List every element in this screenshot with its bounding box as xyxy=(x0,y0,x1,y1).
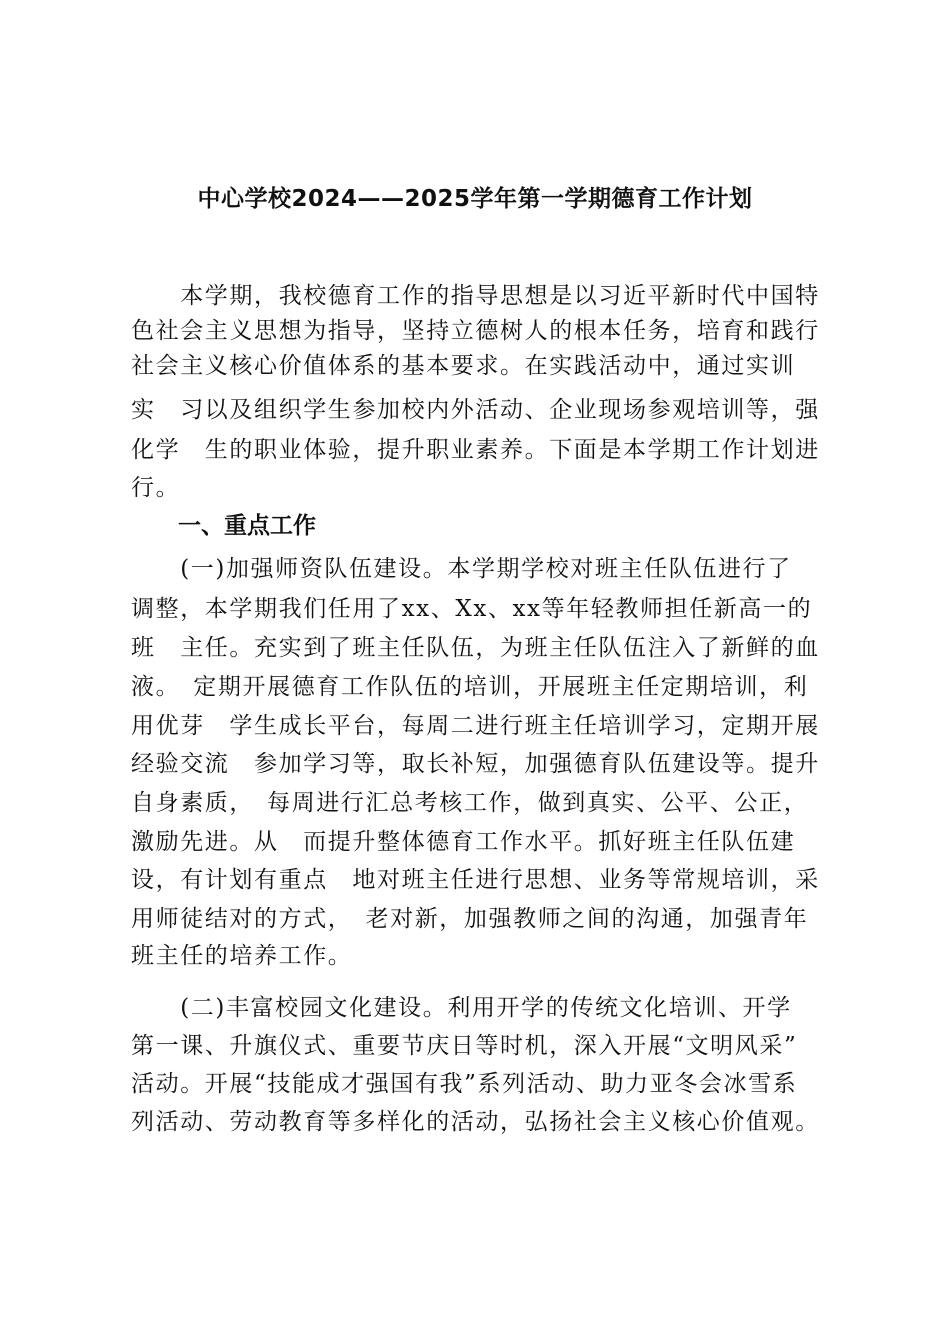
intro-line: 本学期，我校德育工作的指导思想是以习近平新时代中国特 xyxy=(131,283,820,309)
paragraph-line: 设，有计划有重点 地对班主任进行思想、业务等常规培训，采 xyxy=(131,867,820,893)
paragraph-line: 用优芽 学生成长平台，每周二进行班主任培训学习，定期开展 xyxy=(131,713,820,739)
paragraph-line: 调整，本学期我们任用了xx、Xx、xx等年轻教师担任新高一的 xyxy=(131,596,813,622)
paragraph-line: (二)丰富校园文化建设。利用开学的传统文化培训、开学 xyxy=(131,995,792,1021)
paragraph-line: 用师徒结对的方式， 老对新，加强教师之间的沟通，加强青年 xyxy=(131,906,809,932)
paragraph-line: 自身素质， 每周进行汇总考核工作，做到真实、公平、公正， xyxy=(131,790,809,816)
paragraph-line: 第一课、升旗仪式、重要节庆日等时机，深入开展“文明风采” xyxy=(131,1033,798,1059)
paragraph-line: 班 主任。充实到了班主任队伍，为班主任队伍注入了新鲜的血 xyxy=(131,635,820,661)
paragraph-line: 激励先进。从 而提升整体德育工作水平。抓好班主任队伍建 xyxy=(131,829,796,855)
intro-line: 实 习以及组织学生参加校内外活动、企业现场参观培训等，强 xyxy=(131,397,820,423)
paragraph-line: (一)加强师资队伍建设。本学期学校对班主任队伍进行了 xyxy=(131,556,792,582)
section-heading: 一、重点工作 xyxy=(178,513,316,539)
paragraph-line: 液。 定期开展德育工作队伍的培训，开展班主任定期培训，利 xyxy=(131,674,809,700)
intro-line: 色社会主义思想为指导，坚持立德树人的根本任务，培育和践行 xyxy=(131,318,820,344)
paragraph-line: 列活动、劳动教育等多样化的活动，弘扬社会主义核心价值观。 xyxy=(131,1109,820,1135)
paragraph-line: 经验交流 参加学习等，取长补短，加强德育队伍建设等。提升 xyxy=(131,751,820,777)
intro-line: 化学 生的职业体验，提升职业素养。下面是本学期工作计划进 xyxy=(131,437,820,463)
paragraph-line: 活动。开展“技能成才强国有我”系列活动、助力亚冬会冰雪系 xyxy=(131,1071,798,1097)
document-title: 中心学校2024——2025学年第一学期德育工作计划 xyxy=(197,186,753,212)
paragraph-line: 班主任的培养工作。 xyxy=(131,943,353,969)
intro-line: 社会主义核心价值体系的基本要求。在实践活动中，通过实训 xyxy=(131,353,796,379)
intro-line: 行。 xyxy=(131,475,181,501)
